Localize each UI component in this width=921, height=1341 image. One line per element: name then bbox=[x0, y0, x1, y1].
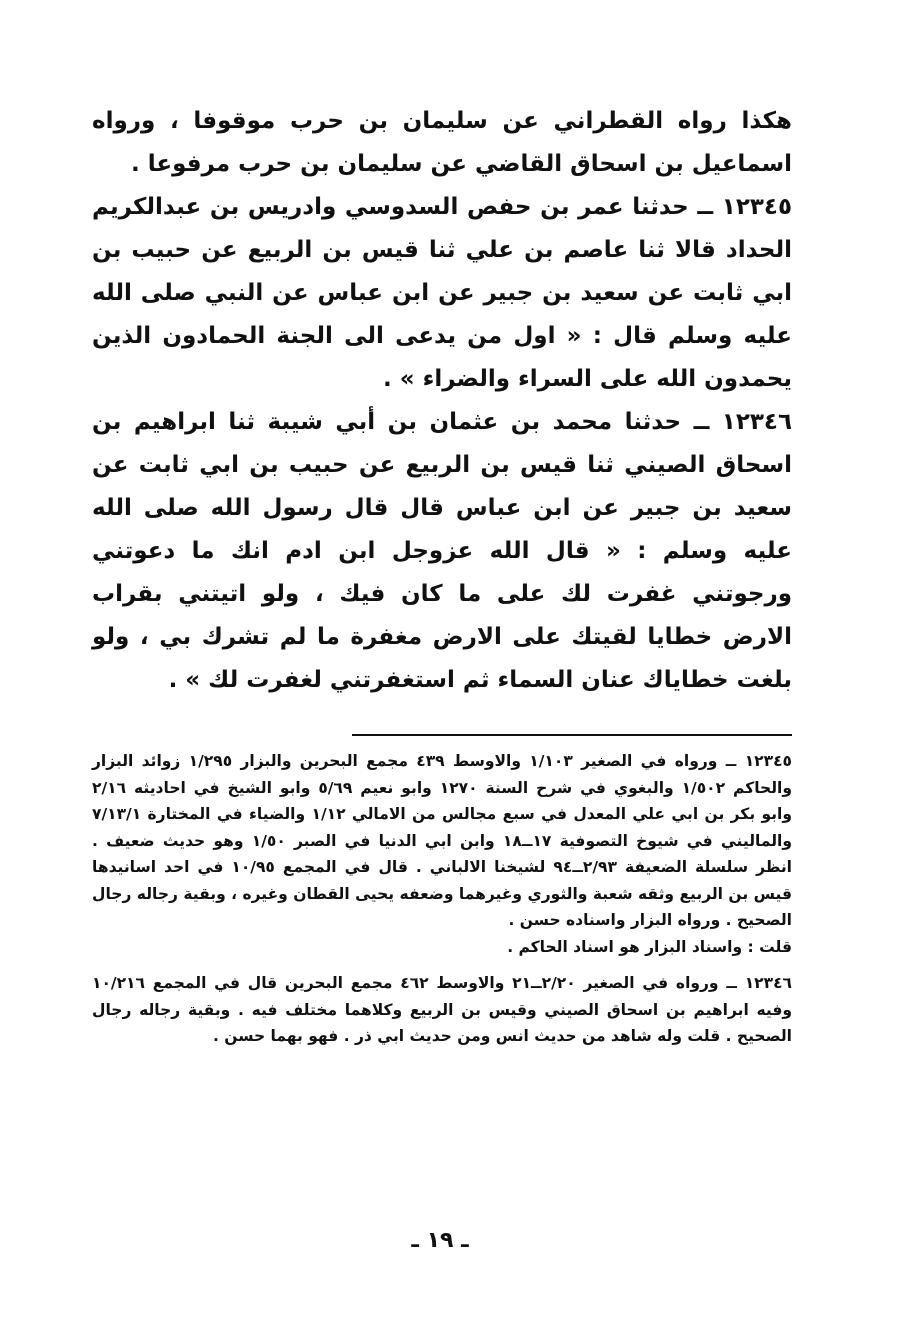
intro-paragraph: هكذا رواه القطراني عن سليمان بن حرب موقوفا ، ورواه اسماعيل بن اسحاق القاضي عن سليمان بن حرب مرفوعا . bbox=[92, 108, 792, 177]
page-number: ـ ١٩ ـ bbox=[411, 1228, 469, 1253]
hadith-12345-paragraph: ١٢٣٤٥ ــ حدثنا عمر بن حفص السدوسي وادريس بن عبدالكريم الحداد قالا ثنا عاصم بن علي ثنا قيس بن الربيع عن حبيب بن ابي ثابت عن سعيد بن جبير عن ابن عباس عن النبي صلى الله عليه وسلم قال : « اول من يدعى الى الجنة الحمادون الذين يحمدون الله على السراء والضراء » . bbox=[92, 194, 792, 392]
footnote-12346: ١٢٣٤٦ ــ ورواه في الصغير ٢/٢٠ــ٢١ والاوسط ٤٦٢ مجمع البحرين قال في المجمع ١٠/٢١٦ وفيه ابراهيم بن اسحاق الصيني وقيس بن الربيع وكلاهما مختلف فيه . وبقية رجاله رجال الصحيح . قلت وله شاهد من حديث انس ومن حديث ابي ذر . فهو بهما حسن . bbox=[92, 974, 792, 1045]
footnote-12345-note: قلت : واسناد البزار هو اسناد الحاكم . bbox=[507, 937, 792, 956]
footnotes-block bbox=[92, 748, 792, 1050]
hadith-12346-paragraph: ١٢٣٤٦ ــ حدثنا محمد بن عثمان بن أبي شيبة ثنا ابراهيم بن اسحاق الصيني ثنا قيس بن الربيع عن حبيب بن ابي ثابت عن سعيد بن جبير عن ابن عباس قال قال رسول الله صلى الله عليه وسلم : « قال الله عزوجل ابن ادم انك ما دعوتني ورجوتني غفرت لك على ما كان فيك ، ولو اتيتني بقراب الارض خطايا لقيتك على الارض مغفرة ما لم تشرك بي ، ولو بلغت خطاياك عنان السماء ثم استغفرتني لغفرت لك » . bbox=[92, 409, 792, 693]
main-text-block bbox=[92, 100, 792, 702]
footnote-divider bbox=[352, 734, 792, 736]
footnote-12345: ١٢٣٤٥ ــ ورواه في الصغير ١/١٠٣ والاوسط ٤٣٩ مجمع البحرين والبزار ١/٢٩٥ زوائد البزار والحاكم ١/٥٠٢ والبغوي في شرح السنة ١٢٧٠ وابو نعيم ٥/٦٩ وابو الشيخ في احاديثه ٢/١٦ وابو بكر بن ابي علي المعدل في سبع مجالس من الامالي ١/١٢ والضياء في المختارة ٧/١٣/١ والماليني في شيوخ التصوفية ١٧ــ١٨ وابن ابي الدنيا في الصبر ١/٥٠ وهو حديث ضعيف . انظر سلسلة الضعيفة ٢/٩٣ــ٩٤ لشيخنا الالباني . قال في المجمع ١٠/٩٥ في احد اسانيدها قيس بن الربيع وثقه شعبة والثوري وغيرهما وضعفه يحيى القطان وغيره ، وبقية رجاله رجال الصحيح . ورواه البزار واسناده حسن . bbox=[92, 752, 792, 929]
